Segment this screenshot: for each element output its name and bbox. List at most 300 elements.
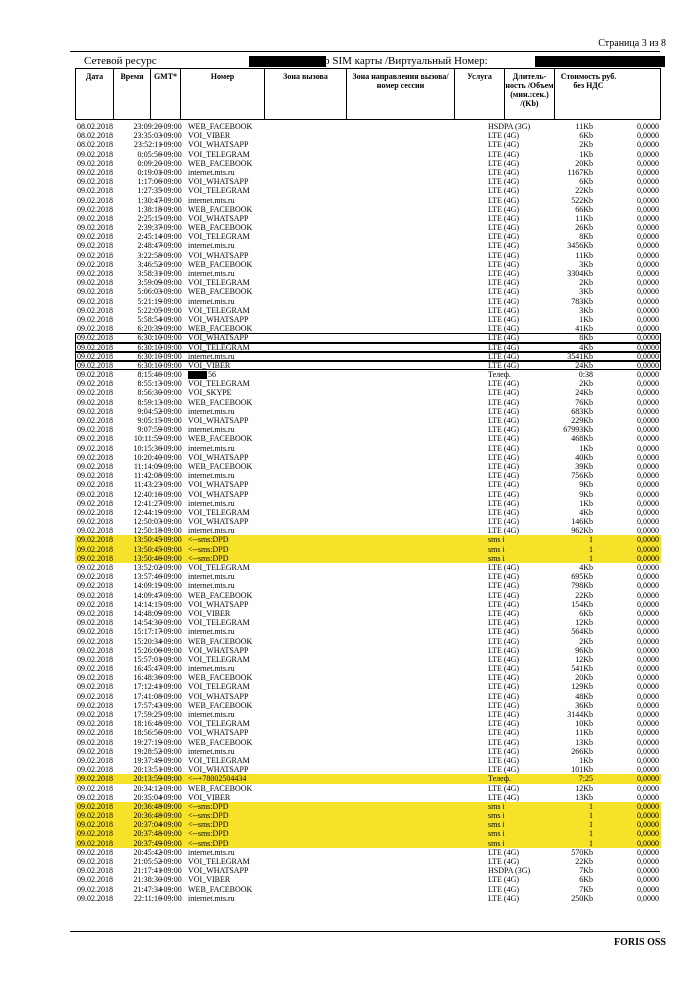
cell-cost: 0,0000 <box>637 526 659 536</box>
cell-date: 09.02.2018 <box>77 838 113 848</box>
cell-cost: 0,0000 <box>637 645 659 655</box>
cell-service: LTE (4G) <box>488 269 520 278</box>
cell-gmt: +09:00 <box>159 287 182 297</box>
cell-number: VOI_WHATSAPP <box>188 517 249 527</box>
cell-date: 09.02.2018 <box>77 664 113 674</box>
cell-date: 09.02.2018 <box>77 526 113 536</box>
cell-gmt: +09:00 <box>159 461 182 471</box>
cell-service: LTE (4G) <box>488 324 520 334</box>
cell-number: WEB_FACEBOOK <box>188 122 253 131</box>
cell-date: 09.02.2018 <box>77 875 113 885</box>
cell-cost: 0,0000 <box>637 388 659 398</box>
cell-time: 10:11:59 <box>133 434 162 444</box>
cell-service: LTE (4G) <box>488 397 520 407</box>
cell-time: 2:48:47 <box>137 241 162 251</box>
cell-time: 23:35:03 <box>133 131 162 141</box>
cell-volume: 683Kb <box>571 406 593 416</box>
report-header <box>75 55 665 68</box>
cell-time: 13:50:45 <box>133 544 162 554</box>
cell-service: LTE (4G) <box>488 167 520 177</box>
cell-number: VOI_TELEGRAM <box>188 755 250 765</box>
cell-volume: 4Kb <box>579 342 593 352</box>
cell-service: LTE (4G) <box>488 893 520 903</box>
cell-gmt: +09:00 <box>159 544 182 554</box>
cell-service: LTE (4G) <box>488 250 520 260</box>
cell-number: WEB_FACEBOOK <box>188 673 253 683</box>
cell-time: 2:45:14 <box>137 232 162 242</box>
cell-time: 5:22:05 <box>137 305 162 315</box>
cell-cost: 0,0000 <box>637 746 659 756</box>
cell-volume: 40Kb <box>575 452 593 462</box>
cell-service: LTE (4G) <box>488 673 520 683</box>
cell-time: 14:14:15 <box>133 599 162 609</box>
cell-date: 09.02.2018 <box>77 416 113 425</box>
cell-cost: 0,0000 <box>637 847 659 857</box>
cell-service: LTE (4G) <box>488 847 520 857</box>
cell-number: VOI_WHATSAPP <box>188 728 249 738</box>
cell-number: VOI_VIBER <box>188 875 231 885</box>
cell-time: 23:52:11 <box>133 140 162 150</box>
cell-gmt: +09:00 <box>159 195 182 205</box>
cell-cost: 0,0000 <box>637 664 659 674</box>
cell-gmt: +09:00 <box>159 167 182 177</box>
cell-volume: 266Kb <box>571 746 593 756</box>
cell-volume: 695Kb <box>571 572 593 582</box>
cell-date: 09.02.2018 <box>77 195 113 205</box>
cell-date: 09.02.2018 <box>77 388 113 398</box>
cell-service: LTE (4G) <box>488 131 520 141</box>
cell-cost: 0,0000 <box>637 838 659 848</box>
cell-gmt: +09:00 <box>159 553 182 563</box>
cell-service: LTE (4G) <box>488 186 520 196</box>
column-header-cost: Стоимость руб. без НДС <box>560 72 617 90</box>
table-row <box>75 315 661 324</box>
table-row <box>75 563 661 572</box>
cell-number: internet.mts.ru <box>188 498 235 508</box>
cell-number: internet.mts.ru <box>188 526 235 536</box>
cell-volume: 7Kb <box>579 884 593 894</box>
cell-date: 09.02.2018 <box>77 213 113 223</box>
cell-gmt: +09:00 <box>159 507 182 517</box>
cell-volume: 24Kb <box>575 388 593 398</box>
cell-service: LTE (4G) <box>488 581 520 591</box>
cell-service: LTE (4G) <box>488 296 520 306</box>
cell-service: LTE (4G) <box>488 737 520 747</box>
cell-number: VOI_TELEGRAM <box>188 563 250 572</box>
cell-time: 19:27:19 <box>133 737 162 747</box>
table-row <box>75 866 661 875</box>
cell-service: LTE (4G) <box>488 480 520 490</box>
cell-number: internet.mts.ru <box>188 167 235 177</box>
cell-cost: 0,0000 <box>637 351 659 361</box>
cell-cost: 0,0000 <box>637 314 659 324</box>
cell-number: <--sms:DPD <box>188 544 229 554</box>
cell-date: 09.02.2018 <box>77 691 113 701</box>
cell-number: WEB_FACEBOOK <box>188 259 253 269</box>
cell-number: VOI_TELEGRAM <box>188 719 250 729</box>
cell-gmt: +09:00 <box>159 388 182 398</box>
cell-number: internet.mts.ru <box>188 471 235 481</box>
cell-volume: 11Kb <box>575 728 593 738</box>
cell-number: VOI_VIBER <box>188 792 231 802</box>
cell-number: VOI_WHATSAPP <box>188 599 249 609</box>
table-row <box>75 416 661 425</box>
cell-time: 20:13:59 <box>133 774 162 784</box>
cell-cost: 0,0000 <box>637 379 659 389</box>
cell-time: 3:58:31 <box>137 269 162 278</box>
table-row <box>75 848 661 857</box>
cell-number: <--sms:DPD <box>188 838 229 848</box>
cell-cost: 0,0000 <box>637 801 659 811</box>
cell-cost: 0,0000 <box>637 774 659 784</box>
table-row <box>75 333 661 342</box>
cell-cost: 0,0000 <box>637 811 659 821</box>
cell-volume: 250Kb <box>571 893 593 903</box>
cell-cost: 0,0000 <box>637 792 659 802</box>
table-row <box>75 719 661 728</box>
cell-volume: 20Kb <box>575 673 593 683</box>
cell-date: 09.02.2018 <box>77 820 113 830</box>
cell-gmt: +09:00 <box>159 122 182 131</box>
cell-gmt: +09:00 <box>159 719 182 729</box>
cell-volume: 1Kb <box>579 755 593 765</box>
column-header-duration: Длитель-ность /Объем (мин.:сек.) /(Kb) <box>505 69 555 119</box>
cell-gmt: +09:00 <box>159 416 182 425</box>
table-row <box>75 526 661 535</box>
table-row <box>75 140 661 149</box>
table-row <box>75 517 661 526</box>
cell-number: VOI_TELEGRAM <box>188 654 250 664</box>
cell-volume: 41Kb <box>575 324 593 334</box>
cell-number: <--sms:DPD <box>188 535 229 545</box>
cell-date: 09.02.2018 <box>77 471 113 481</box>
table-row <box>75 205 661 214</box>
cell-cost: 0,0000 <box>637 434 659 444</box>
cell-time: 13:50:45 <box>133 535 162 545</box>
table-row <box>75 728 661 737</box>
cell-volume: 2Kb <box>579 140 593 150</box>
cell-time: 12:50:18 <box>133 526 162 536</box>
cell-date: 09.02.2018 <box>77 269 113 278</box>
cell-number: internet.mts.ru <box>188 710 235 719</box>
cell-service: LTE (4G) <box>488 608 520 618</box>
cell-volume: 468Kb <box>571 434 593 444</box>
cell-number: VOI_TELEGRAM <box>188 186 250 196</box>
table-row <box>75 738 661 747</box>
cell-volume: 1Kb <box>579 443 593 453</box>
cell-time: 11:43:23 <box>133 480 162 490</box>
cell-gmt: +09:00 <box>159 664 182 674</box>
table-row <box>75 572 661 581</box>
cell-date: 09.02.2018 <box>77 673 113 683</box>
cell-cost: 0,0000 <box>637 223 659 233</box>
cell-cost: 0,0000 <box>637 471 659 481</box>
sim-number-label: Номер SIM карты /Виртуальный Номер: <box>299 55 488 67</box>
cell-volume: 3Kb <box>579 305 593 315</box>
cell-cost: 0,0000 <box>637 590 659 600</box>
cell-gmt: +09:00 <box>159 866 182 876</box>
network-resource-label: Сетевой ресурс <box>84 55 157 67</box>
cell-time: 5:06:03 <box>137 287 162 297</box>
cell-time: 15:20:34 <box>133 636 162 646</box>
cell-time: 3:46:52 <box>137 259 162 269</box>
cell-volume: 3456Kb <box>567 241 593 251</box>
cell-number: internet.mts.ru <box>188 627 235 637</box>
cell-time: 18:16:48 <box>133 719 162 729</box>
cell-volume: 6Kb <box>579 875 593 885</box>
cell-time: 20:37:04 <box>133 820 162 830</box>
cell-cost: 0,0000 <box>637 829 659 839</box>
cell-gmt: +09:00 <box>159 710 182 719</box>
table-row <box>75 223 661 232</box>
cell-service: LTE (4G) <box>488 333 520 343</box>
cell-cost: 0,0000 <box>637 691 659 701</box>
cell-cost: 0,0000 <box>637 259 659 269</box>
cell-volume: 783Kb <box>571 296 593 306</box>
cell-cost: 0,0000 <box>637 866 659 876</box>
cell-number: WEB_FACEBOOK <box>188 884 253 894</box>
cell-number: VOI_VIBER <box>188 131 231 141</box>
cell-date: 09.02.2018 <box>77 342 113 352</box>
cell-service: HSDPA (3G) <box>488 866 531 876</box>
table-row <box>75 802 661 811</box>
cell-service: LTE (4G) <box>488 351 520 361</box>
cell-volume: 67993Kb <box>563 425 593 435</box>
cell-gmt: +09:00 <box>159 811 182 821</box>
cell-volume: 39Kb <box>575 461 593 471</box>
cell-date: 09.02.2018 <box>77 397 113 407</box>
cell-date: 09.02.2018 <box>77 425 113 435</box>
cell-time: 0:09:20 <box>137 158 162 168</box>
cell-date: 09.02.2018 <box>77 719 113 729</box>
cell-cost: 0,0000 <box>637 186 659 196</box>
table-row <box>75 820 661 829</box>
cell-gmt: +09:00 <box>159 526 182 536</box>
cell-cost: 0,0000 <box>637 608 659 618</box>
cell-time: 12:44:19 <box>133 507 162 517</box>
cell-gmt: +09:00 <box>159 140 182 150</box>
cell-service: LTE (4G) <box>488 259 520 269</box>
cell-number: internet.mts.ru <box>188 581 235 591</box>
cell-gmt: +09:00 <box>159 792 182 802</box>
cell-service: LTE (4G) <box>488 710 520 719</box>
cell-cost: 0,0000 <box>637 489 659 499</box>
cell-date: 09.02.2018 <box>77 434 113 444</box>
table-row <box>75 710 661 719</box>
cell-time: 20:37:48 <box>133 829 162 839</box>
redaction-block <box>188 371 207 379</box>
table-row <box>75 287 661 296</box>
cell-service: HSDPA (3G) <box>488 122 531 131</box>
cell-volume: 96Kb <box>575 645 593 655</box>
cell-time: 11:42:08 <box>133 471 162 481</box>
cell-date: 09.02.2018 <box>77 324 113 334</box>
cell-volume: 76Kb <box>575 397 593 407</box>
cell-cost: 0,0000 <box>637 480 659 490</box>
cell-date: 09.02.2018 <box>77 774 113 784</box>
cell-time: 1:27:35 <box>137 186 162 196</box>
cell-number: WEB_FACEBOOK <box>188 783 253 793</box>
cell-date: 09.02.2018 <box>77 158 113 168</box>
table-row <box>75 324 661 333</box>
table-row <box>75 490 661 499</box>
table-row <box>75 168 661 177</box>
cell-date: 09.02.2018 <box>77 461 113 471</box>
cell-gmt: +09:00 <box>159 774 182 784</box>
cell-date: 09.02.2018 <box>77 682 113 692</box>
cell-date: 09.02.2018 <box>77 177 113 187</box>
cell-cost: 0,0000 <box>637 884 659 894</box>
cell-number: internet.mts.ru <box>188 425 235 435</box>
cell-time: 14:48:09 <box>133 608 162 618</box>
cell-service: LTE (4G) <box>488 884 520 894</box>
cell-time: 0:19:01 <box>137 167 162 177</box>
cell-number: VOI_WHATSAPP <box>188 765 249 775</box>
cell-volume: 564Kb <box>571 627 593 637</box>
cell-service: LTE (4G) <box>488 572 520 582</box>
cell-time: 0:05:56 <box>137 149 162 159</box>
cell-volume: 3Kb <box>579 259 593 269</box>
cell-number: VOI_WHATSAPP <box>188 416 249 425</box>
cell-volume: 11Kb <box>575 122 593 131</box>
cell-number: VOI_WHATSAPP <box>188 480 249 490</box>
table-row <box>75 682 661 691</box>
cell-volume: 8Kb <box>579 333 593 343</box>
cell-time: 6:30:10 <box>137 342 162 352</box>
cell-time: 16:45:47 <box>133 664 162 674</box>
cell-service: LTE (4G) <box>488 618 520 628</box>
cell-cost: 0,0000 <box>637 324 659 334</box>
cell-gmt: +09:00 <box>159 314 182 324</box>
cell-date: 09.02.2018 <box>77 544 113 554</box>
cell-number: VOI_WHATSAPP <box>188 140 249 150</box>
cell-volume: 2Kb <box>579 278 593 288</box>
cell-service: sms i <box>488 820 505 830</box>
cell-date: 09.02.2018 <box>77 618 113 628</box>
cell-service: Телеф. <box>488 774 511 784</box>
cell-service: LTE (4G) <box>488 664 520 674</box>
cell-cost: 0,0000 <box>637 820 659 830</box>
cell-number: VOI_TELEGRAM <box>188 507 250 517</box>
cell-number: VOI_TELEGRAM <box>188 342 250 352</box>
cell-time: 21:47:34 <box>133 884 162 894</box>
cell-time: 19:28:52 <box>133 746 162 756</box>
cell-gmt: +09:00 <box>159 884 182 894</box>
cell-number: VOI_TELEGRAM <box>188 305 250 315</box>
table-row <box>75 857 661 866</box>
cell-number: WEB_FACEBOOK <box>188 324 253 334</box>
cell-cost: 0,0000 <box>637 443 659 453</box>
cell-gmt: +09:00 <box>159 241 182 251</box>
cell-time: 20:13:51 <box>133 765 162 775</box>
cell-volume: 4Kb <box>579 507 593 517</box>
cell-service: LTE (4G) <box>488 149 520 159</box>
column-headers <box>75 68 661 120</box>
cell-cost: 0,0000 <box>637 204 659 214</box>
cell-date: 09.02.2018 <box>77 847 113 857</box>
table-row <box>75 444 661 453</box>
cell-cost: 0,0000 <box>637 232 659 242</box>
cell-volume: 1 <box>589 544 593 554</box>
cell-date: 09.02.2018 <box>77 370 113 380</box>
cell-number: VOI_WHATSAPP <box>188 691 249 701</box>
cell-service: sms i <box>488 801 505 811</box>
cell-number: VOI_VIBER <box>188 608 231 618</box>
cell-volume: 570Kb <box>571 847 593 857</box>
cell-number: internet.mts.ru <box>188 443 235 453</box>
table-row <box>75 306 661 315</box>
cell-service: LTE (4G) <box>488 425 520 435</box>
cell-date: 08.02.2018 <box>77 131 113 141</box>
cell-number: VOI_TELEGRAM <box>188 232 250 242</box>
top-rule <box>70 51 660 52</box>
table-row <box>75 673 661 682</box>
cell-time: 23:09:20 <box>133 122 162 131</box>
cell-cost: 0,0000 <box>637 710 659 719</box>
cell-service: LTE (4G) <box>488 379 520 389</box>
cell-volume: 1 <box>589 801 593 811</box>
cell-volume: 9Kb <box>579 489 593 499</box>
cell-date: 09.02.2018 <box>77 792 113 802</box>
table-row <box>75 793 661 802</box>
table-row <box>75 398 661 407</box>
cell-cost: 0,0000 <box>637 397 659 407</box>
cell-cost: 0,0000 <box>637 250 659 260</box>
table-row <box>75 425 661 434</box>
cell-service: LTE (4G) <box>488 636 520 646</box>
table-row <box>75 545 661 554</box>
cell-service: LTE (4G) <box>488 719 520 729</box>
cell-gmt: +09:00 <box>159 296 182 306</box>
cell-gmt: +09:00 <box>159 746 182 756</box>
call-records-table <box>75 122 661 903</box>
cell-number: internet.mts.ru <box>188 664 235 674</box>
table-row <box>75 499 661 508</box>
cell-volume: 1 <box>589 829 593 839</box>
table-row <box>75 774 661 783</box>
cell-volume: 26Kb <box>575 223 593 233</box>
table-row <box>75 434 661 443</box>
cell-volume: 22Kb <box>575 590 593 600</box>
cell-date: 09.02.2018 <box>77 379 113 389</box>
table-row <box>75 839 661 848</box>
cell-volume: 7Kb <box>579 866 593 876</box>
table-row <box>75 186 661 195</box>
cell-number: VOI_VIBER <box>188 360 231 370</box>
cell-volume: 13Kb <box>575 737 593 747</box>
cell-number: VOI_WHATSAPP <box>188 866 249 876</box>
cell-cost: 0,0000 <box>637 425 659 435</box>
table-row <box>75 508 661 517</box>
cell-gmt: +09:00 <box>159 232 182 242</box>
cell-service: LTE (4G) <box>488 314 520 324</box>
cell-date: 09.02.2018 <box>77 783 113 793</box>
cell-time: 19:37:49 <box>133 755 162 765</box>
table-row <box>75 388 661 397</box>
cell-service: LTE (4G) <box>488 287 520 297</box>
cell-date: 09.02.2018 <box>77 305 113 315</box>
cell-gmt: +09:00 <box>159 801 182 811</box>
cell-gmt: +09:00 <box>159 480 182 490</box>
cell-gmt: +09:00 <box>159 765 182 775</box>
cell-number-text: 56 <box>208 370 216 380</box>
cell-date: 09.02.2018 <box>77 250 113 260</box>
cell-time: 16:48:36 <box>133 673 162 683</box>
cell-gmt: +09:00 <box>159 213 182 223</box>
cell-number: internet.mts.ru <box>188 572 235 582</box>
cell-time: 20:34:12 <box>133 783 162 793</box>
cell-gmt: +09:00 <box>159 471 182 481</box>
